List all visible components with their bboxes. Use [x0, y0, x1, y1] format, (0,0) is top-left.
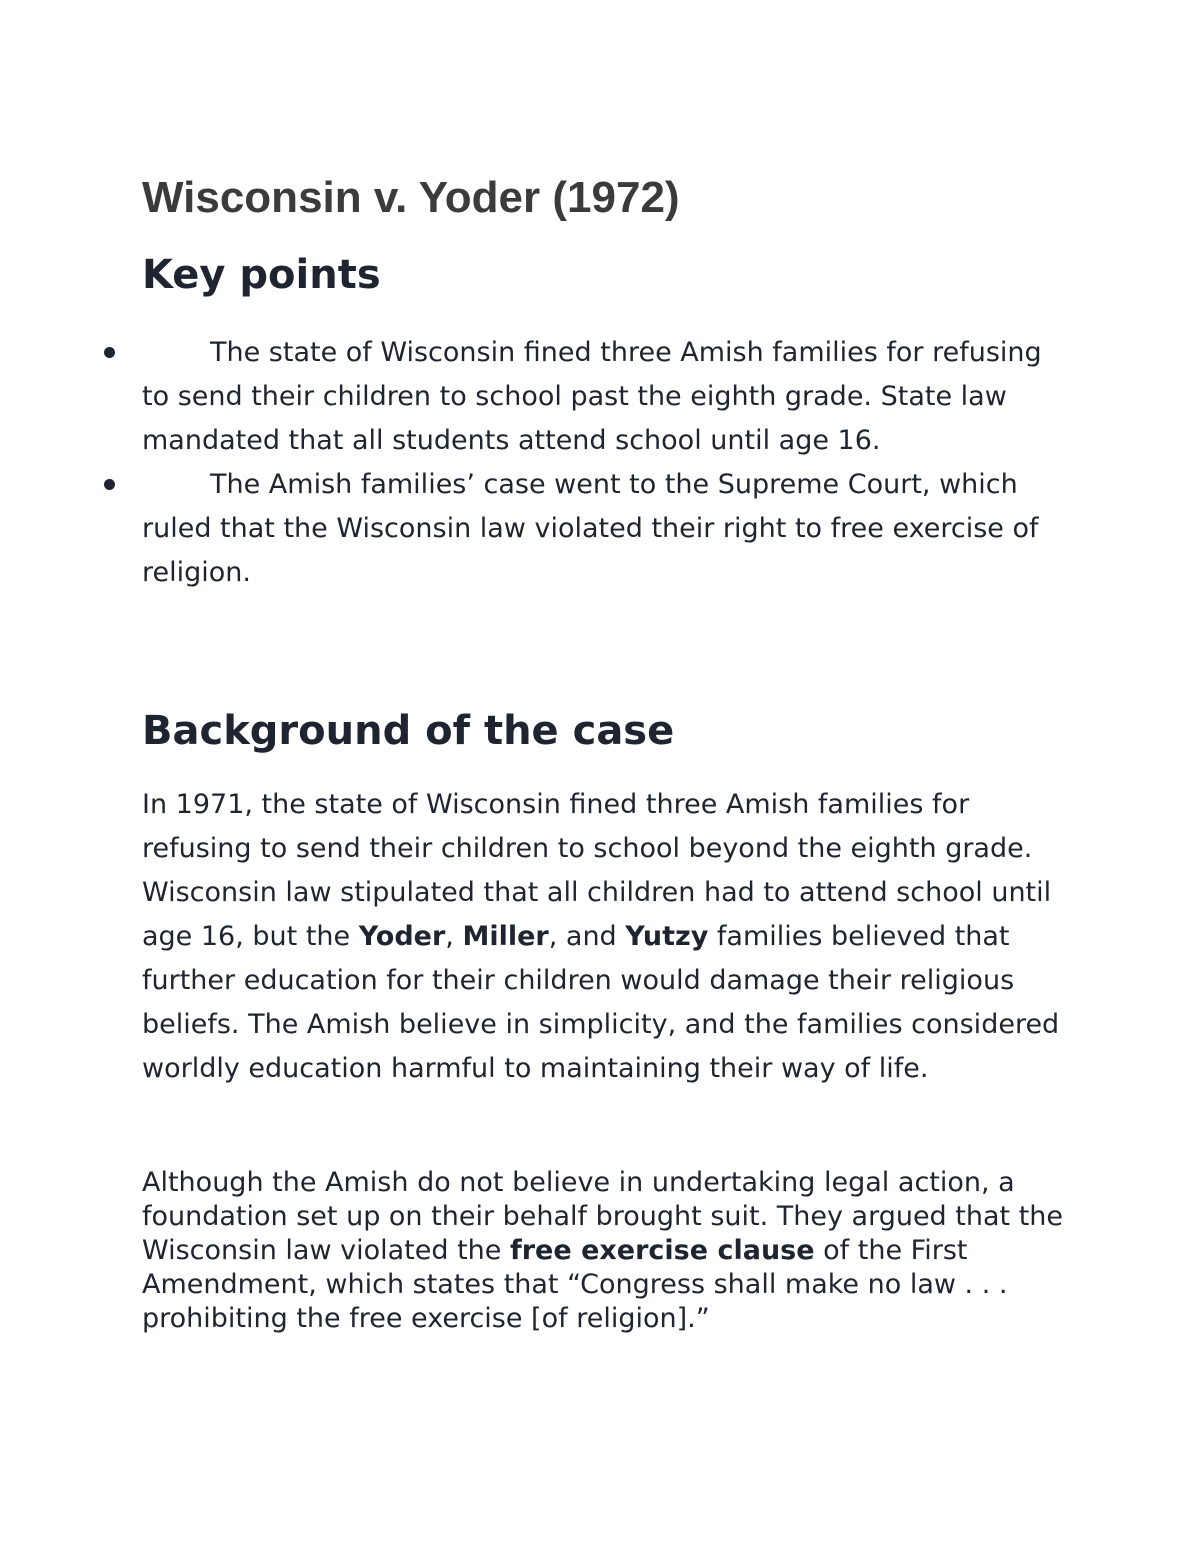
paragraph-text: Although the Amish do not believe in undertaking legal action, a foundation set up on their behalf brought suit. They argued that the Wisconsin law violated the	[142, 1167, 1064, 1266]
background-paragraph-1	[142, 783, 1072, 1091]
bold-term-free-exercise-clause: free exercise clause	[509, 1235, 815, 1266]
paragraph-text: In 1971, the state of Wisconsin fined three Amish families for refusing to send their children to school beyond the eighth grade. Wisconsin law stipulated that all children had to attend school until age 16, but the	[142, 789, 1052, 952]
list-item	[142, 331, 1072, 463]
paragraph-text: ,	[445, 921, 463, 952]
bullet-icon	[104, 347, 115, 358]
paragraph-text: families believed that further education for their children would damage their religious beliefs. The Amish believe in simplicity, and the families considered worldly education harmful to maintaining their way of life.	[142, 921, 1060, 1084]
background-paragraph-2	[142, 1166, 1072, 1336]
paragraph-text: of the First Amendment, which states that “Congress shall make no law . . . prohibiting the free exercise [of religion].”	[142, 1235, 1008, 1334]
list-item	[142, 463, 1072, 595]
key-points-list	[142, 331, 1072, 595]
paragraph-text: , and	[548, 921, 626, 952]
document-title: Wisconsin v. Yoder (1972)	[142, 173, 680, 222]
background-heading: Background of the case	[142, 708, 675, 754]
key-point-text: The state of Wisconsin fined three Amish families for refusing to send their children to school past the eighth grade. State law mandated that all students attend school until age 16.	[142, 337, 1042, 456]
key-points-heading: Key points	[142, 252, 381, 298]
bold-name-yoder: Yoder	[358, 921, 446, 952]
bullet-icon	[104, 479, 115, 490]
bold-name-miller: Miller	[462, 921, 549, 952]
bold-name-yutzy: Yutzy	[625, 921, 709, 952]
key-point-text: The Amish families’ case went to the Supreme Court, which ruled that the Wisconsin law violated their right to free exercise of religion.	[142, 469, 1039, 588]
